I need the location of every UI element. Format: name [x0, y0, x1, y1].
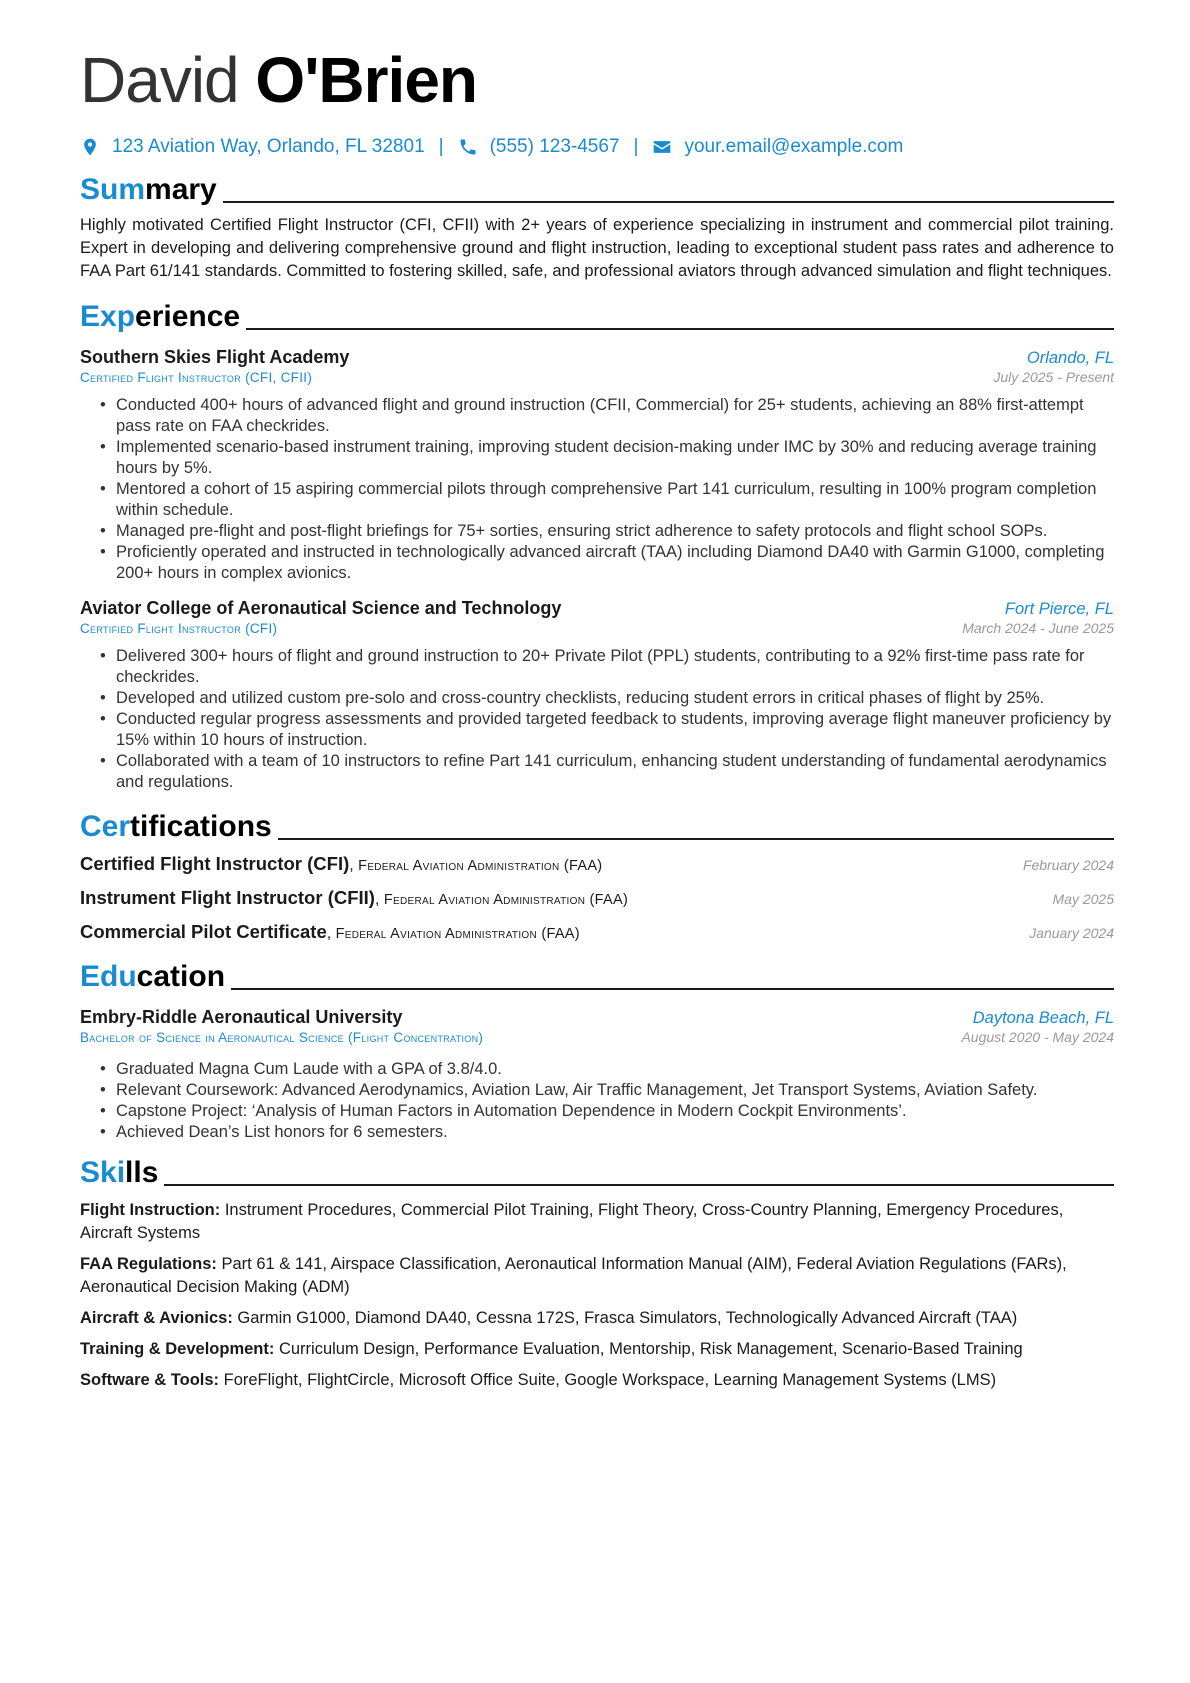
skill-label: Aircraft & Avionics:: [80, 1309, 233, 1327]
cert-name: Certified Flight Instructor (CFI): [80, 853, 350, 874]
skill-values: ForeFlight, FlightCircle, Microsoft Office Suite, Google Workspace, Learning Management Systems (LMS): [219, 1371, 997, 1389]
education-heading: Education: [80, 951, 1114, 995]
skill-values: Curriculum Design, Performance Evaluation, Mentorship, Risk Management, Scenario-Based Training: [274, 1340, 1023, 1358]
degree-title: Bachelor of Science in Aeronautical Science (Flight Concentration): [80, 1030, 484, 1045]
summary-heading: Summary: [80, 164, 1114, 208]
job-dates: March 2024 - June 2025: [962, 620, 1114, 636]
certification-row: Certified Flight Instructor (CFI), Federal Aviation Administration (FAA) February 2024: [80, 853, 1114, 874]
section-divider: [278, 838, 1114, 840]
list-item: • Achieved Dean’s List honors for 6 semesters.: [116, 1122, 1114, 1143]
cert-date: May 2025: [1052, 891, 1114, 907]
contact-separator: |: [438, 136, 444, 157]
cert-issuer: Federal Aviation Administration (FAA): [358, 858, 603, 874]
school-location: Daytona Beach, FL: [972, 1009, 1114, 1027]
job-location: Orlando, FL: [1026, 349, 1114, 367]
experience-entry: [80, 596, 1114, 793]
section-divider: [246, 328, 1114, 330]
skill-values: Garmin G1000, Diamond DA40, Cessna 172S, Frasca Simulators, Technologically Advanced Aircraft (TAA): [232, 1309, 1018, 1327]
list-item: • Relevant Coursework: Advanced Aerodynamics, Aviation Law, Air Traffic Management, Jet Transport Systems, Aviation Safety.: [116, 1080, 1114, 1101]
skill-values: Part 61 & 141, Airspace Classification, Aeronautical Information Manual (AIM), Federal Aviation Regulations (FARs), Aeronautical Decision Making (ADM): [80, 1255, 1067, 1296]
cert-issuer: Federal Aviation Administration (FAA): [383, 892, 629, 908]
skill-label: Flight Instruction:: [80, 1201, 221, 1219]
list-item: • Managed pre-flight and post-flight briefings for 75+ sorties, ensuring strict adherence to safety protocols and flight school SOPs.: [116, 521, 1114, 542]
skill-row: [80, 1307, 1114, 1330]
cert-date: January 2024: [1029, 925, 1114, 941]
job-title: Certified Flight Instructor (CFI): [80, 621, 278, 636]
address-text: 123 Aviation Way, Orlando, FL 32801: [112, 136, 425, 157]
contact-bar: [80, 136, 1114, 158]
contact-separator: |: [633, 136, 639, 157]
certifications-heading: Certifications: [80, 801, 1114, 845]
skill-label: Software & Tools:: [80, 1371, 220, 1389]
phone-icon: [458, 137, 478, 157]
list-item: • Conducted regular progress assessments and provided targeted feedback to students, improving average flight maneuver proficiency by 15% within 10 hours of instruction.: [116, 709, 1114, 751]
email-item[interactable]: [652, 136, 903, 158]
skill-label: FAA Regulations:: [80, 1255, 217, 1273]
envelope-icon: [652, 137, 672, 157]
job-bullets: [80, 646, 1114, 793]
education-entry: [80, 1005, 1114, 1143]
school-name: Embry-Riddle Aeronautical University: [80, 1007, 403, 1027]
certification-row: Instrument Flight Instructor (CFII), Federal Aviation Administration (FAA) May 2025: [80, 887, 1114, 908]
phone-item[interactable]: [458, 136, 620, 158]
experience-heading: Experience: [80, 291, 1114, 335]
first-name: David: [80, 44, 239, 116]
list-item: • Delivered 300+ hours of flight and ground instruction to 20+ Private Pilot (PPL) students, contributing to a 92% first-time pass rate for checkrides.: [116, 646, 1114, 688]
skill-row: [80, 1369, 1114, 1392]
section-divider: [164, 1184, 1114, 1186]
job-location: Fort Pierce, FL: [1004, 600, 1114, 618]
job-bullets: [80, 395, 1114, 584]
section-divider: [223, 201, 1114, 203]
job-dates: July 2025 - Present: [993, 369, 1114, 385]
summary-text: Highly motivated Certified Flight Instructor (CFI, CFII) with 2+ years of experience specializing in instrument and commercial pilot training. Expert in developing and delivering comprehensive ground and flight instruction, leading to exceptional student pass rates and adherence to FAA Part 61/141 standards. Committed to fostering skilled, safe, and professional aviators through advanced simulation and flight techniques.: [80, 216, 1114, 280]
list-item: • Collaborated with a team of 10 instructors to refine Part 141 curriculum, enhancing student understanding of fundamental aerodynamics and regulations.: [116, 751, 1114, 793]
list-item: • Capstone Project: ‘Analysis of Human Factors in Automation Dependence in Modern Cockpit Environments’.: [116, 1101, 1114, 1122]
section-divider: [231, 988, 1114, 990]
experience-entry: [80, 345, 1114, 584]
email-link[interactable]: your.email@example.com: [684, 136, 904, 157]
map-marker-icon: [80, 137, 100, 157]
last-name: O'Brien: [255, 44, 477, 116]
employer-name: Southern Skies Flight Academy: [80, 347, 350, 367]
phone-text: (555) 123-4567: [489, 136, 620, 157]
cert-name: Instrument Flight Instructor (CFII): [80, 887, 375, 908]
candidate-name: [80, 40, 1114, 120]
list-item: • Mentored a cohort of 15 aspiring commercial pilots through comprehensive Part 141 curriculum, resulting in 100% program completion within schedule.: [116, 479, 1114, 521]
list-item: • Implemented scenario-based instrument training, improving student decision-making under IMC by 30% and reducing average training hours by 5%.: [116, 437, 1114, 479]
skill-row: [80, 1199, 1114, 1245]
skill-row: [80, 1338, 1114, 1361]
certification-row: Commercial Pilot Certificate, Federal Aviation Administration (FAA) January 2024: [80, 921, 1114, 942]
employer-name: Aviator College of Aeronautical Science and Technology: [80, 598, 562, 618]
education-dates: August 2020 - May 2024: [961, 1029, 1114, 1045]
education-bullets: [80, 1059, 1114, 1143]
skill-label: Training & Development:: [80, 1340, 275, 1358]
address-item: [80, 136, 425, 158]
list-item: • Graduated Magna Cum Laude with a GPA of 3.8/4.0.: [116, 1059, 1114, 1080]
list-item: • Conducted 400+ hours of advanced flight and ground instruction (CFII, Commercial) for 25+ students, achieving an 88% first-attempt pass rate on FAA checkrides.: [116, 395, 1114, 437]
skill-values: Instrument Procedures, Commercial Pilot Training, Flight Theory, Cross-Country Planning, Emergency Procedures, Aircraft Systems: [80, 1201, 1064, 1242]
cert-issuer: Federal Aviation Administration (FAA): [335, 926, 580, 942]
list-item: • Proficiently operated and instructed in technologically advanced aircraft (TAA) including Diamond DA40 with Garmin G1000, completing 200+ hours in complex avionics.: [116, 542, 1114, 584]
job-title: Certified Flight Instructor (CFI, CFII): [80, 370, 313, 385]
list-item: • Developed and utilized custom pre-solo and cross-country checklists, reducing student errors in critical phases of flight by 25%.: [116, 688, 1114, 709]
cert-name: Commercial Pilot Certificate: [80, 921, 327, 942]
skill-row: [80, 1253, 1114, 1299]
cert-date: February 2024: [1022, 857, 1114, 873]
skills-heading: Skills: [80, 1147, 1114, 1191]
